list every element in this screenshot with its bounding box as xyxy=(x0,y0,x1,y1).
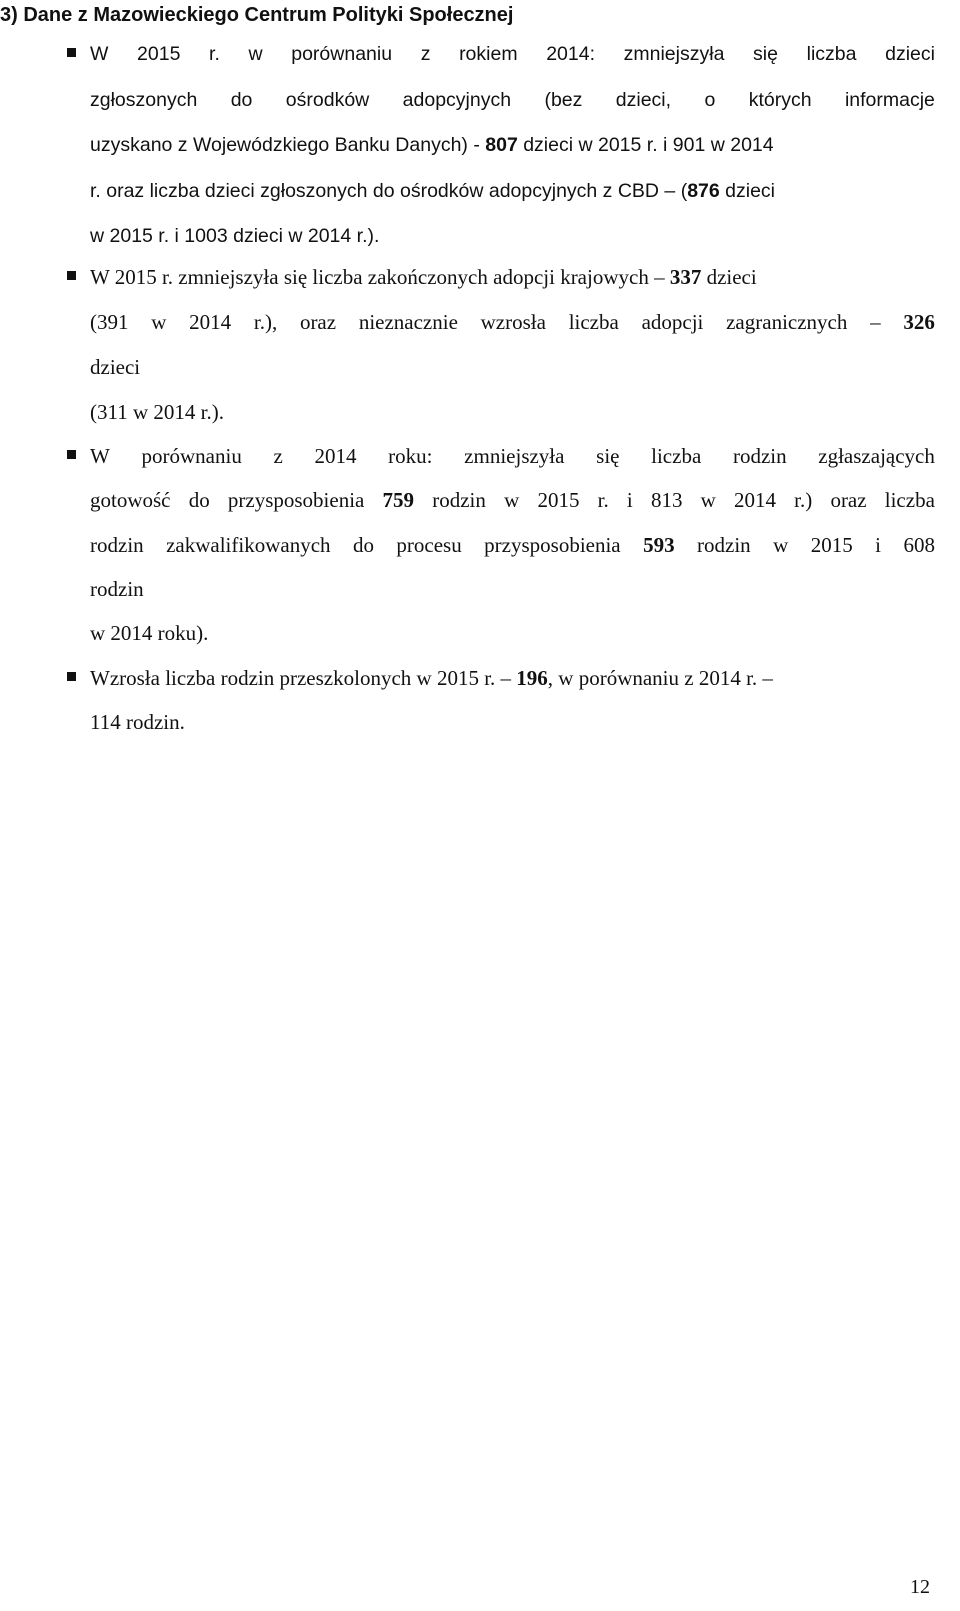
word: w xyxy=(504,488,520,512)
word: porównaniu xyxy=(141,444,242,468)
word: liczba xyxy=(568,310,619,334)
bullet-3-line-4: rodzin xyxy=(90,577,144,601)
word: w xyxy=(700,488,716,512)
word: adopcji xyxy=(641,310,704,334)
word: 2014 xyxy=(314,444,357,468)
word: w xyxy=(151,310,167,334)
word: r.), xyxy=(253,310,278,334)
bullet-marker-icon xyxy=(67,271,76,280)
word: się xyxy=(753,43,778,65)
word: r. xyxy=(209,43,220,65)
word: 759 xyxy=(382,488,415,512)
word: 2014 xyxy=(733,488,776,512)
word: rodzin xyxy=(432,488,486,512)
bullet-3-line-2 xyxy=(90,486,935,514)
word: 2015 xyxy=(810,533,853,557)
bullet-1-line-5: w 2015 r. i 1003 dzieci w 2014 r.). xyxy=(90,225,380,247)
word: roku: xyxy=(388,444,433,468)
word: ośrodków xyxy=(285,89,370,111)
word: W xyxy=(90,43,109,65)
word: procesu xyxy=(396,533,462,557)
bullet-3-line-1 xyxy=(90,442,935,470)
word: zagranicznych xyxy=(726,310,848,334)
word: o xyxy=(704,89,716,111)
word: dzieci, xyxy=(615,89,672,111)
word: zakwalifikowanych xyxy=(166,533,331,557)
word: r.) xyxy=(794,488,813,512)
bullet-1-line-1 xyxy=(90,40,935,68)
word: liczba xyxy=(651,444,702,468)
bullet-2-line-4: (311 w 2014 r.). xyxy=(90,400,224,424)
word: 813 xyxy=(650,488,683,512)
bullet-3-line-5: w 2014 roku). xyxy=(90,621,209,645)
word: zgłaszających xyxy=(818,444,935,468)
word: i xyxy=(875,533,881,557)
word: zgłoszonych xyxy=(90,89,198,111)
word: zmniejszyła xyxy=(623,43,725,65)
word: przysposobienia xyxy=(484,533,621,557)
word: dzieci xyxy=(885,43,935,65)
word: przysposobienia xyxy=(227,488,365,512)
word: (391 xyxy=(90,310,129,334)
word: (bez xyxy=(544,89,583,111)
bullet-1-line-4: r. oraz liczba dzieci zgłoszonych do ośrodków adopcyjnych z CBD – (876 dzieci xyxy=(90,180,776,202)
word: do xyxy=(188,488,210,512)
word: rodzin xyxy=(697,533,751,557)
word: rodzin xyxy=(732,444,787,468)
word: z xyxy=(273,444,283,468)
word: 2014: xyxy=(546,43,596,65)
word: 2014 xyxy=(189,310,232,334)
word: z xyxy=(420,43,431,65)
word: porównaniu xyxy=(291,43,393,65)
section-heading: 3) Dane z Mazowieckiego Centrum Polityki Społecznej xyxy=(0,4,514,26)
word: rokiem xyxy=(459,43,518,65)
word: do xyxy=(352,533,374,557)
word: liczba xyxy=(806,43,857,65)
bullet-marker-icon xyxy=(67,48,76,57)
word: do xyxy=(230,89,253,111)
bullet-4-line-2: 114 rodzin. xyxy=(90,710,185,734)
word: r. xyxy=(597,488,609,512)
word: – xyxy=(870,310,881,334)
word: gotowość xyxy=(90,488,171,512)
word: zmniejszyła xyxy=(464,444,565,468)
word: się xyxy=(596,444,620,468)
word: 2015 xyxy=(537,488,580,512)
bullet-2-line-2 xyxy=(90,308,935,336)
word: 2015 xyxy=(137,43,181,65)
page-number: 12 xyxy=(910,1576,930,1598)
bullet-3-line-3 xyxy=(90,531,935,559)
bullet-1-line-3: uzyskano z Wojewódzkiego Banku Danych) - 807 dzieci w 2015 r. i 901 w 2014 xyxy=(90,134,774,156)
word: których xyxy=(748,89,812,111)
bullet-1-line-2 xyxy=(90,86,935,114)
bullet-2-line-1: W 2015 r. zmniejszyła się liczba zakończonych adopcji krajowych – 337 dzieci xyxy=(90,265,757,289)
word: rodzin xyxy=(90,533,144,557)
word: W xyxy=(90,444,110,468)
bullet-marker-icon xyxy=(67,450,76,459)
word: i xyxy=(626,488,633,512)
bullet-2-line-3: dzieci xyxy=(90,355,141,379)
word: 326 xyxy=(903,310,935,334)
word: 608 xyxy=(903,533,935,557)
word: nieznacznie xyxy=(358,310,458,334)
word: w xyxy=(773,533,789,557)
word: oraz xyxy=(830,488,867,512)
word: 593 xyxy=(643,533,675,557)
word: wzrosła xyxy=(480,310,546,334)
word: liczba xyxy=(884,488,935,512)
word: oraz xyxy=(299,310,337,334)
word: informacje xyxy=(844,89,935,111)
bullet-marker-icon xyxy=(67,672,76,681)
bullet-4-line-1: Wzrosła liczba rodzin przeszkolonych w 2015 r. – 196, w porównaniu z 2014 r. – xyxy=(90,666,773,690)
word: w xyxy=(248,43,263,65)
word: adopcyjnych xyxy=(402,89,512,111)
